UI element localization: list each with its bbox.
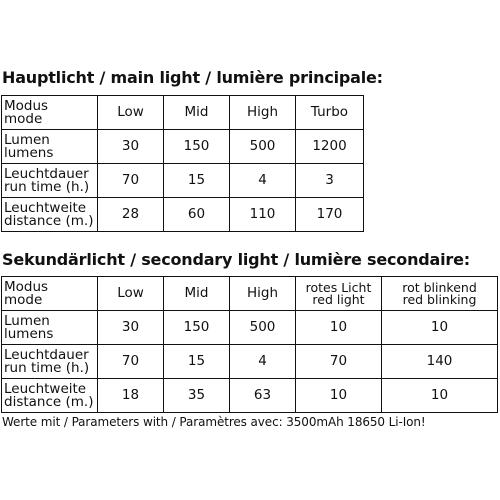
column-header: High bbox=[230, 96, 296, 130]
column-header: Mid bbox=[164, 96, 230, 130]
column-header: High bbox=[230, 277, 296, 311]
row-label bbox=[2, 164, 98, 198]
row-label-en: lumens bbox=[4, 325, 54, 342]
table-row bbox=[2, 130, 364, 164]
row-label-de: Leuchtdauer bbox=[4, 346, 89, 363]
main-light-heading: Hauptlicht / main light / lumière principale: bbox=[2, 68, 383, 87]
column-header-de: rotes Licht bbox=[305, 279, 372, 295]
table-cell: 150 bbox=[164, 311, 230, 345]
row-label bbox=[2, 277, 98, 311]
row-label-en: distance (m.) bbox=[4, 393, 94, 410]
row-label-de: Leuchtdauer bbox=[4, 165, 89, 182]
table-cell: 15 bbox=[164, 345, 230, 379]
main-light-table bbox=[1, 95, 364, 232]
table-cell: 18 bbox=[98, 379, 164, 413]
column-header-en: red light bbox=[312, 291, 365, 307]
table-cell: 35 bbox=[164, 379, 230, 413]
row-label bbox=[2, 311, 98, 345]
row-label-de: Lumen bbox=[4, 131, 50, 148]
secondary-light-table bbox=[1, 276, 498, 413]
row-label-de: Lumen bbox=[4, 312, 50, 329]
table-cell: 70 bbox=[98, 164, 164, 198]
table-cell: 3 bbox=[296, 164, 364, 198]
table-cell: 140 bbox=[382, 345, 498, 379]
table-row bbox=[2, 379, 498, 413]
table-cell: 28 bbox=[98, 198, 164, 232]
table-row bbox=[2, 164, 364, 198]
row-label bbox=[2, 345, 98, 379]
table-cell: 500 bbox=[230, 311, 296, 345]
table-cell: 70 bbox=[98, 345, 164, 379]
table-cell: 4 bbox=[230, 345, 296, 379]
table-cell: 150 bbox=[164, 130, 230, 164]
row-label-de: Modus bbox=[4, 278, 49, 295]
table-cell: 1200 bbox=[296, 130, 364, 164]
row-label bbox=[2, 198, 98, 232]
row-label-en: run time (h.) bbox=[4, 178, 90, 195]
column-header: Low bbox=[98, 277, 164, 311]
row-label bbox=[2, 130, 98, 164]
table-cell: 10 bbox=[296, 311, 382, 345]
table-header-row bbox=[2, 96, 364, 130]
column-header: Low bbox=[98, 96, 164, 130]
table-row bbox=[2, 198, 364, 232]
secondary-light-heading: Sekundärlicht / secondary light / lumière secondaire: bbox=[2, 250, 470, 269]
table-cell: 10 bbox=[382, 311, 498, 345]
table-cell: 15 bbox=[164, 164, 230, 198]
row-label-en: mode bbox=[4, 291, 43, 308]
row-label-en: mode bbox=[4, 110, 43, 127]
table-cell: 10 bbox=[296, 379, 382, 413]
table-cell: 170 bbox=[296, 198, 364, 232]
table-header-row bbox=[2, 277, 498, 311]
row-label-de: Modus bbox=[4, 97, 49, 114]
row-label-en: lumens bbox=[4, 144, 54, 161]
table-cell: 500 bbox=[230, 130, 296, 164]
column-header: Turbo bbox=[296, 96, 364, 130]
column-header bbox=[382, 277, 498, 311]
row-label-de: Leuchtweite bbox=[4, 199, 87, 216]
row-label-en: run time (h.) bbox=[4, 359, 90, 376]
table-row bbox=[2, 345, 498, 379]
table-cell: 110 bbox=[230, 198, 296, 232]
column-header-en: red blinking bbox=[402, 291, 477, 307]
column-header bbox=[296, 277, 382, 311]
row-label-en: distance (m.) bbox=[4, 212, 94, 229]
table-cell: 63 bbox=[230, 379, 296, 413]
table-cell: 70 bbox=[296, 345, 382, 379]
column-header-de: rot blinkend bbox=[402, 279, 477, 295]
column-header: Mid bbox=[164, 277, 230, 311]
row-label-de: Leuchtweite bbox=[4, 380, 87, 397]
row-label bbox=[2, 96, 98, 130]
row-label bbox=[2, 379, 98, 413]
table-cell: 60 bbox=[164, 198, 230, 232]
table-cell: 30 bbox=[98, 311, 164, 345]
table-cell: 30 bbox=[98, 130, 164, 164]
table-cell: 10 bbox=[382, 379, 498, 413]
table-row bbox=[2, 311, 498, 345]
table-cell: 4 bbox=[230, 164, 296, 198]
battery-footnote: Werte mit / Parameters with / Paramètres avec: 3500mAh 18650 Li-Ion! bbox=[2, 415, 426, 429]
